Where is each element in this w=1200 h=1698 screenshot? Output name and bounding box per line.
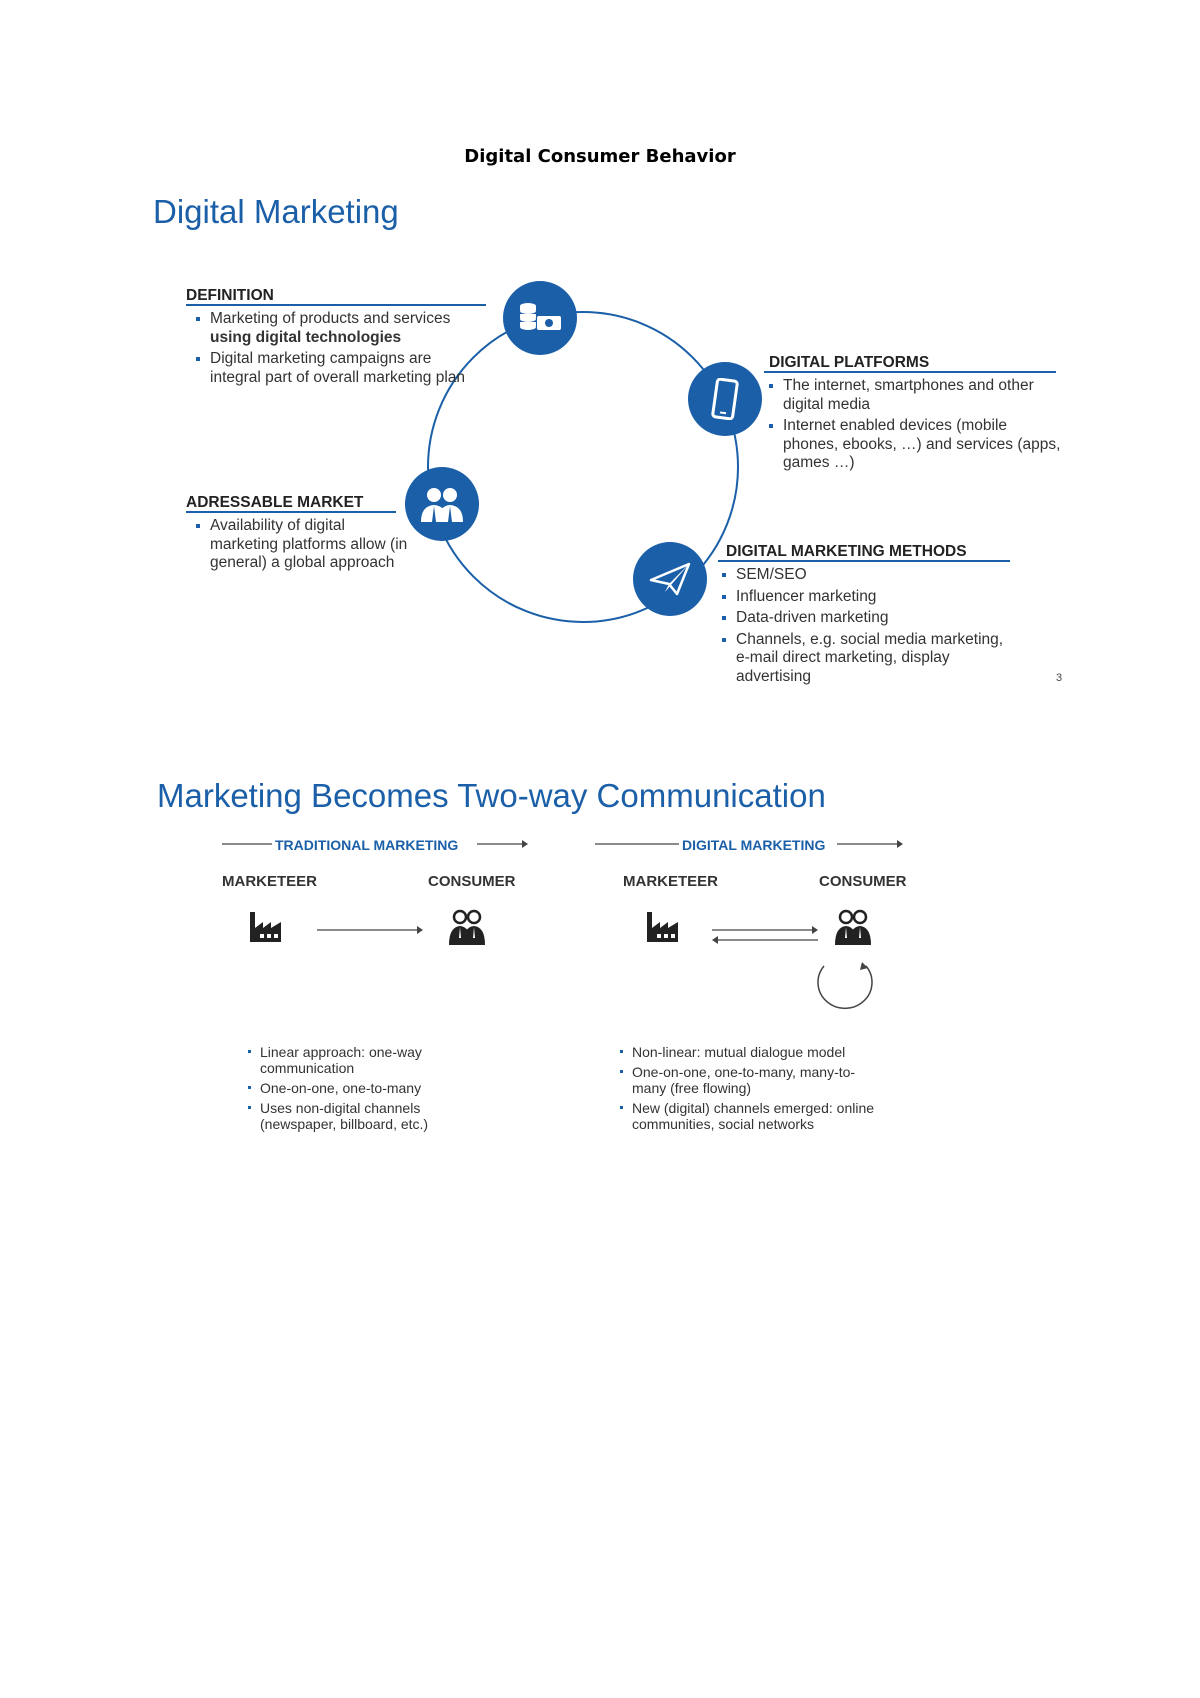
loop-arrow bbox=[812, 960, 878, 1016]
platforms-heading: DIGITAL PLATFORMS bbox=[769, 354, 930, 371]
digital-consumer: CONSUMER bbox=[819, 873, 907, 890]
factory-icon bbox=[248, 910, 284, 944]
people-icon bbox=[405, 467, 479, 541]
traditional-label: TRADITIONAL MARKETING bbox=[275, 837, 459, 853]
list-item: New (digital) channels emerged: online communities, social networks bbox=[618, 1100, 888, 1132]
list-item: Influencer marketing bbox=[720, 588, 1020, 607]
market-rule bbox=[186, 511, 396, 513]
one-way-arrow bbox=[315, 924, 425, 936]
list-item: Internet enabled devices (mobile phones, ebooks, …) and services (apps, games …) bbox=[767, 417, 1062, 473]
paper-plane-icon bbox=[633, 542, 707, 616]
list-item: Data-driven marketing bbox=[720, 609, 1020, 628]
smartphone-icon bbox=[688, 362, 762, 436]
methods-list bbox=[720, 566, 1020, 689]
definition-list bbox=[194, 310, 484, 390]
slide1-title: Digital Marketing bbox=[153, 193, 399, 230]
digital-list bbox=[618, 1044, 888, 1136]
list-item: Non-linear: mutual dialogue model bbox=[618, 1044, 888, 1060]
list-item: Uses non-digital channels (newspaper, billboard, etc.) bbox=[246, 1100, 476, 1132]
document-title: Digital Consumer Behavior bbox=[464, 146, 736, 167]
definition-heading: DEFINITION bbox=[186, 287, 274, 304]
consumers-icon bbox=[833, 908, 873, 946]
definition-rule bbox=[186, 304, 486, 306]
digital-marketeer: MARKETEER bbox=[623, 873, 719, 890]
list-item: Marketing of products and services using digital technologies bbox=[194, 310, 484, 347]
list-item: Channels, e.g. social media marketing, e-mail direct marketing, display advertising bbox=[720, 631, 1020, 687]
traditional-marketeer: MARKETEER bbox=[222, 873, 318, 890]
platforms-rule bbox=[764, 371, 1056, 373]
list-item: One-on-one, one-to-many, many-to-many (free flowing) bbox=[618, 1064, 888, 1096]
list-item: The internet, smartphones and other digital media bbox=[767, 377, 1062, 414]
list-item: Linear approach: one-way communication bbox=[246, 1044, 476, 1076]
methods-rule bbox=[718, 560, 1010, 562]
market-list bbox=[194, 517, 414, 576]
market-heading: ADRESSABLE MARKET bbox=[186, 494, 364, 511]
consumers-icon bbox=[447, 908, 487, 946]
list-item: One-on-one, one-to-many bbox=[246, 1080, 476, 1096]
traditional-consumer: CONSUMER bbox=[428, 873, 516, 890]
page-number: 3 bbox=[1056, 672, 1063, 684]
money-icon bbox=[503, 281, 577, 355]
two-way-arrow bbox=[710, 924, 820, 946]
factory-icon bbox=[645, 910, 681, 944]
slide2-title: Marketing Becomes Two-way Communication bbox=[157, 777, 826, 814]
traditional-list bbox=[246, 1044, 476, 1136]
list-item: Digital marketing campaigns are integral part of overall marketing plan bbox=[194, 350, 484, 387]
platforms-list bbox=[767, 377, 1062, 476]
methods-heading: DIGITAL MARKETING METHODS bbox=[726, 543, 967, 560]
list-item: Availability of digital marketing platforms allow (in general) a global approach bbox=[194, 517, 414, 573]
digital-label: DIGITAL MARKETING bbox=[682, 837, 826, 853]
list-item: SEM/SEO bbox=[720, 566, 1020, 585]
